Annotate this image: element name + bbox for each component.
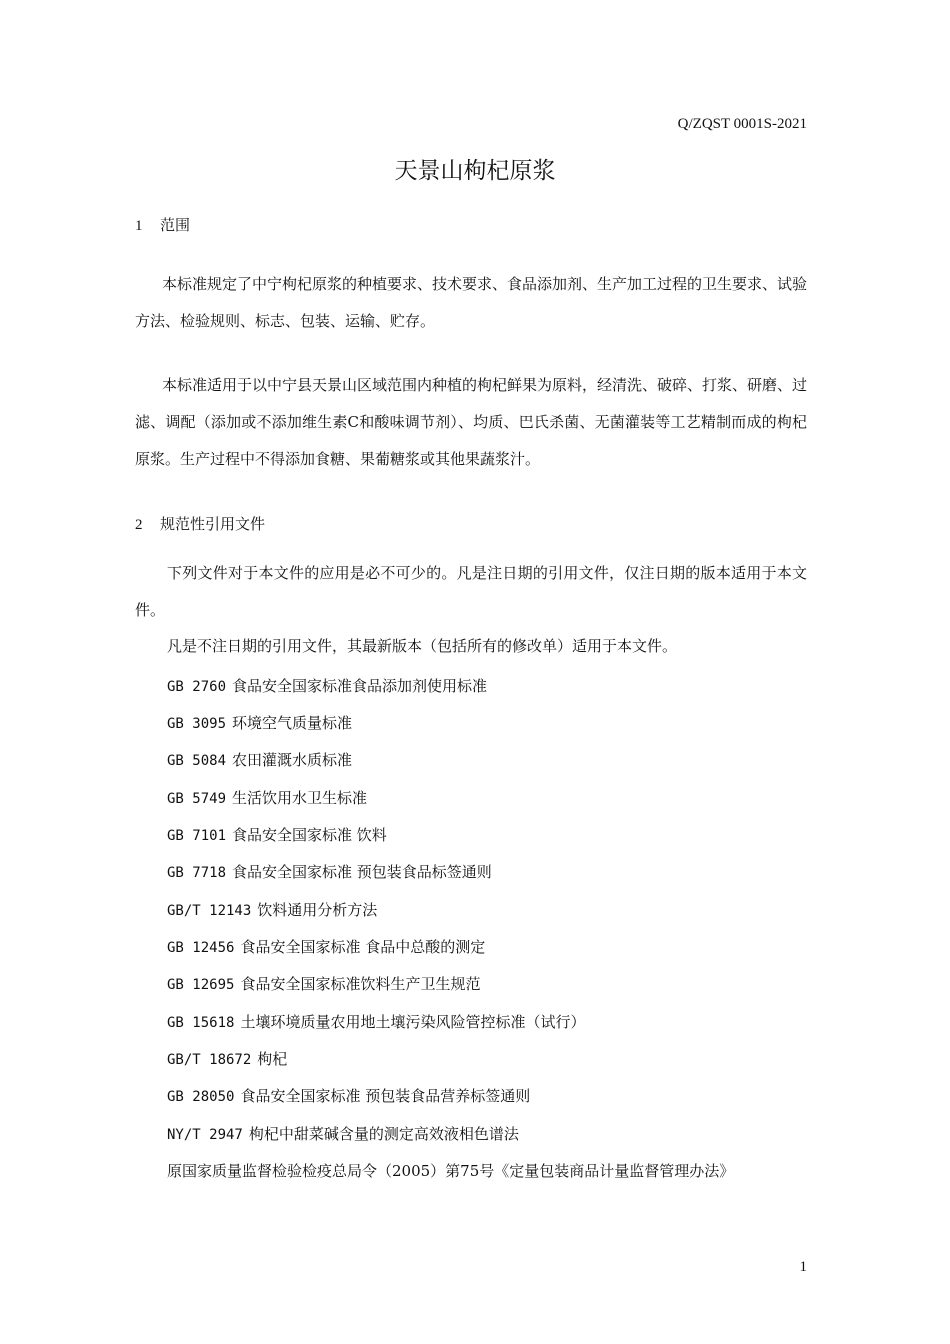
reference-title: 饮料通用分析方法 (257, 901, 378, 919)
reference-item (167, 824, 387, 845)
section-title: 范围 (160, 216, 191, 234)
paragraph: 本标准规定了中宁枸杞原浆的种植要求、技术要求、食品添加剂、生产加工过程的卫生要求、试验方法、检验规则、标志、包装、运输、贮存。 (135, 275, 808, 330)
reference-item (167, 861, 492, 882)
reference-item (167, 1048, 287, 1069)
section-title: 规范性引用文件 (160, 515, 266, 533)
reference-item (167, 1123, 519, 1144)
reference-item (167, 787, 367, 808)
reference-code: GB 2760 (167, 679, 227, 695)
reference-title: 枸杞 (257, 1050, 288, 1068)
reference-title: 食品安全国家标准 饮料 (232, 826, 387, 844)
reference-title: 枸杞中甜菜碱含量的测定高效液相色谱法 (248, 1125, 519, 1143)
reference-title: 食品安全国家标准 食品中总酸的测定 (240, 938, 486, 956)
reference-code: GB 15618 (167, 1015, 235, 1031)
paragraph: 下列文件对于本文件的应用是必不可少的。凡是注日期的引用文件，仅注日期的版本适用于本文件。 (135, 564, 807, 619)
section-number: 2 (135, 517, 143, 533)
section-1-heading (135, 214, 190, 235)
reference-code: GB 5084 (167, 753, 227, 769)
reference-code: GB 12456 (167, 940, 235, 956)
reference-title: 生活饮用水卫生标准 (232, 789, 368, 807)
reference-item-regulation: 原国家质量监督检验检疫总局令（2005）第75号《定量包装商品计量监督管理办法》 (167, 1162, 735, 1180)
reference-title: 农田灌溉水质标准 (232, 751, 353, 769)
page-number: 1 (799, 1259, 807, 1275)
document-title: 天景山枸杞原浆 (394, 158, 556, 184)
reference-item (167, 675, 487, 696)
reference-title: 食品安全国家标准 预包装食品标签通则 (232, 863, 492, 881)
reference-code: GB 7101 (167, 828, 227, 844)
section-number: 1 (135, 218, 143, 234)
paragraph: 凡是不注日期的引用文件，其最新版本（包括所有的修改单）适用于本文件。 (167, 637, 678, 655)
standard-code: Q/ZQST 0001S-2021 (677, 116, 807, 132)
reference-code: GB 5749 (167, 791, 227, 807)
reference-code: NY/T 2947 (167, 1127, 243, 1143)
reference-item (167, 899, 377, 920)
reference-item (167, 936, 485, 957)
reference-code: GB 28050 (167, 1089, 235, 1105)
reference-item (167, 749, 352, 770)
reference-title: 食品安全国家标准 预包装食品营养标签通则 (240, 1087, 531, 1105)
reference-title: 土壤环境质量农用地土壤污染风险管控标准（试行） (240, 1013, 586, 1031)
reference-title: 食品安全国家标准饮料生产卫生规范 (240, 975, 481, 993)
reference-title: 食品安全国家标准食品添加剂使用标准 (232, 677, 488, 695)
reference-code: GB 3095 (167, 716, 227, 732)
paragraph: 本标准适用于以中宁县天景山区域范围内种植的枸杞鲜果为原料，经清洗、破碎、打浆、研磨、过滤、调配（添加或不添加维生素C和酸味调节剂）、均质、巴氏杀菌、无菌灌装等工艺精制而成的枸杞原浆。生产过程中不得添加食糖、果葡糖浆或其他果蔬浆汁。 (135, 376, 808, 468)
reference-code: GB/T 12143 (167, 903, 252, 919)
reference-code: GB 12695 (167, 977, 235, 993)
reference-item (167, 973, 480, 994)
reference-title: 环境空气质量标准 (232, 714, 353, 732)
reference-item (167, 712, 352, 733)
reference-item (167, 1085, 530, 1106)
reference-code: GB 7718 (167, 865, 227, 881)
reference-item (167, 1011, 585, 1032)
reference-code: GB/T 18672 (167, 1052, 252, 1068)
section-2-heading (135, 513, 265, 534)
